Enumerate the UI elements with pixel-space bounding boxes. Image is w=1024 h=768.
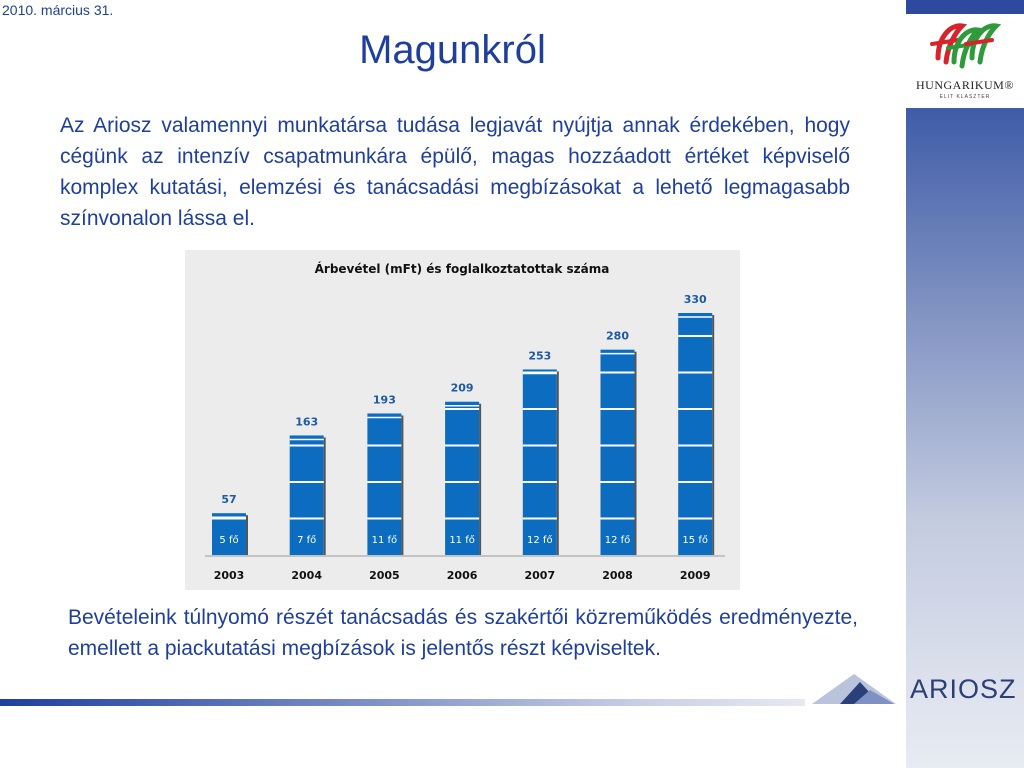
x-tick-label: 2005	[369, 569, 400, 582]
x-tick-label: 2003	[213, 569, 245, 582]
x-tick-label: 2004	[291, 569, 323, 582]
bar-shadow-2006	[479, 404, 481, 555]
ariosz-logo-icon	[810, 670, 906, 710]
bar-shadow-2008	[635, 352, 637, 555]
bar-shadow-2004	[324, 437, 326, 555]
bar-shadow-2007	[557, 371, 559, 555]
x-tick-label: 2009	[679, 569, 711, 582]
bar-2008	[601, 350, 635, 555]
hungarikum-logo	[906, 16, 1024, 106]
hungarikum-brand-text: HUNGARIKUM®	[916, 78, 1014, 92]
bar-employee-label: 12 fő	[527, 535, 553, 546]
hungarikum-sub-text: ELIT KLASZTER	[939, 94, 991, 100]
bar-employee-label: 11 fő	[449, 535, 475, 546]
chart-title: Árbevétel (mFt) és foglalkoztatottak száma	[314, 262, 610, 276]
slide-title: Magunkról	[359, 28, 546, 72]
revenue-chart	[185, 250, 740, 590]
bar-value-label: 193	[372, 393, 396, 407]
x-tick-label: 2007	[524, 569, 556, 582]
bar-2005	[367, 413, 401, 555]
intro-paragraph: Az Ariosz valamennyi munkatársa tudása legjavát nyújtja annak érdekében, hogy cégünk az intenzív csapatmunkára épülő, magas hozzáadott értéket képviselő komplex kutatási, elemzési és tanácsadási megbízásokat a lehető legmagasabb színvonalon lássa el.	[60, 114, 850, 230]
bar-value-label: 163	[295, 415, 319, 429]
bar-employee-label: 7 fő	[297, 535, 317, 546]
bar-shadow-2005	[401, 415, 403, 555]
bar-employee-label: 11 fő	[371, 535, 398, 546]
bar-value-label: 209	[450, 381, 474, 395]
slide-date: 2010. március 31.	[2, 2, 114, 18]
bar-value-label: 253	[528, 349, 552, 363]
ariosz-brand-text: ARIOSZ	[910, 674, 1017, 704]
footer-gradient-line	[0, 699, 805, 706]
bar-employee-label: 15 fő	[682, 535, 708, 546]
right-side-panel	[906, 0, 1024, 768]
bar-employee-label: 5 fő	[219, 535, 239, 546]
bar-2007	[523, 369, 557, 555]
summary-paragraph: Bevételeink túlnyomó részét tanácsadás és szakértői közreműködés eredményezte, emellett a piackutatási megbízások is jelentős részt képviseltek.	[68, 606, 858, 660]
bar-shadow-2009	[712, 315, 714, 555]
bar-value-label: 280	[606, 329, 629, 343]
x-tick-label: 2006	[446, 569, 478, 582]
bar-employee-label: 12 fő	[604, 535, 631, 546]
right-panel-top-bar	[906, 0, 1024, 14]
hungarikum-mark-icon	[928, 18, 1002, 76]
bar-shadow-2003	[246, 515, 248, 555]
x-tick-label: 2008	[602, 569, 633, 582]
revenue-chart-svg	[185, 250, 740, 590]
bar-value-label: 57	[221, 493, 237, 507]
bar-2006	[445, 402, 479, 555]
bar-value-label: 330	[683, 293, 707, 306]
